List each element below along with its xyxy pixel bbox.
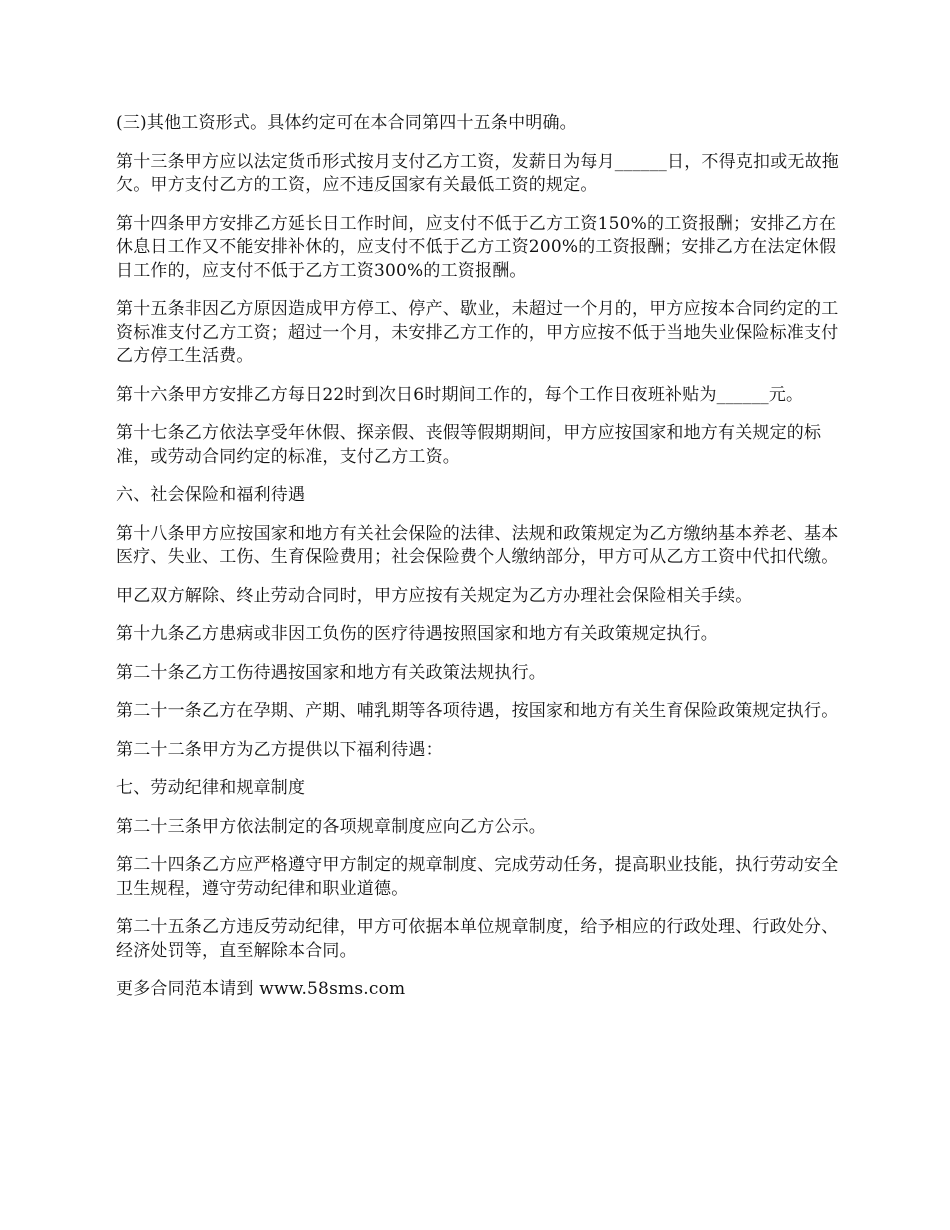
paragraph-article-21: 第二十一条乙方在孕期、产期、哺乳期等各项待遇，按国家和地方有关生育保险政策规定执行。 xyxy=(116,701,839,721)
paragraph-article-23: 第二十三条甲方依法制定的各项规章制度应向乙方公示。 xyxy=(116,816,546,837)
paragraph-other-wage-forms: (三)其他工资形式。具体约定可在本合同第四十五条中明确。 xyxy=(116,113,577,133)
paragraph-article-17: 第十七条乙方依法享受年休假、探亲假、丧假等假期期间，甲方应按国家和地方有关规定的标准，或劳动合同约定的标准，支付乙方工资。 xyxy=(116,423,822,467)
paragraph-article-25: 第二十五条乙方违反劳动纪律，甲方可依据本单位规章制度，给予相应的行政处理、行政处分、经济处罚等，直至解除本合同。 xyxy=(116,917,839,961)
paragraph-article-24: 第二十四条乙方应严格遵守甲方制定的规章制度、完成劳动任务，提高职业技能，执行劳动安全卫生规程，遵守劳动纪律和职业道德。 xyxy=(116,855,839,899)
paragraph-insurance-procedures: 甲乙双方解除、终止劳动合同时，甲方应按有关规定为乙方办理社会保险相关手续。 xyxy=(116,585,753,606)
paragraph-article-16: 第十六条甲方安排乙方每日22时到次日6时期间工作的，每个工作日夜班补贴为______元。 xyxy=(116,384,804,405)
section-heading-labor-discipline: 七、劳动纪律和规章制度 xyxy=(116,778,306,798)
paragraph-article-13: 第十三条甲方应以法定货币形式按月支付乙方工资，发薪日为每月______日，不得克扣或无故拖欠。甲方支付乙方的工资，应不违反国家有关最低工资的规定。 xyxy=(116,151,839,195)
paragraph-article-19: 第十九条乙方患病或非因工负伤的医疗待遇按照国家和地方有关政策规定执行。 xyxy=(116,624,718,644)
section-heading-social-insurance: 六、社会保险和福利待遇 xyxy=(116,485,306,505)
paragraph-article-15: 第十五条非因乙方原因造成甲方停工、停产、歇业，未超过一个月的，甲方应按本合同约定的工资标准支付乙方工资；超过一个月，未安排乙方工作的，甲方应按不低于当地失业保险标准支付乙方停工生活费。 xyxy=(116,299,839,366)
paragraph-more-templates-link: 更多合同范本请到 www.58sms.com xyxy=(116,979,406,999)
paragraph-article-18: 第十八条甲方应按国家和地方有关社会保险的法律、法规和政策规定为乙方缴纳基本养老、基本医疗、失业、工伤、生育保险费用；社会保险费个人缴纳部分，甲方可从乙方工资中代扣代缴。 xyxy=(116,523,839,567)
paragraph-article-22: 第二十二条甲方为乙方提供以下福利待遇： xyxy=(116,739,443,760)
paragraph-article-20: 第二十条乙方工伤待遇按国家和地方有关政策法规执行。 xyxy=(116,662,546,683)
paragraph-article-14: 第十四条甲方安排乙方延长日工作时间，应支付不低于乙方工资150%的工资报酬；安排乙方在休息日工作又不能安排补休的，应支付不低于乙方工资200%的工资报酬；安排乙方在法定休假日工作的，应支付不低于乙方工资300%的工资报酬。 xyxy=(116,213,837,281)
